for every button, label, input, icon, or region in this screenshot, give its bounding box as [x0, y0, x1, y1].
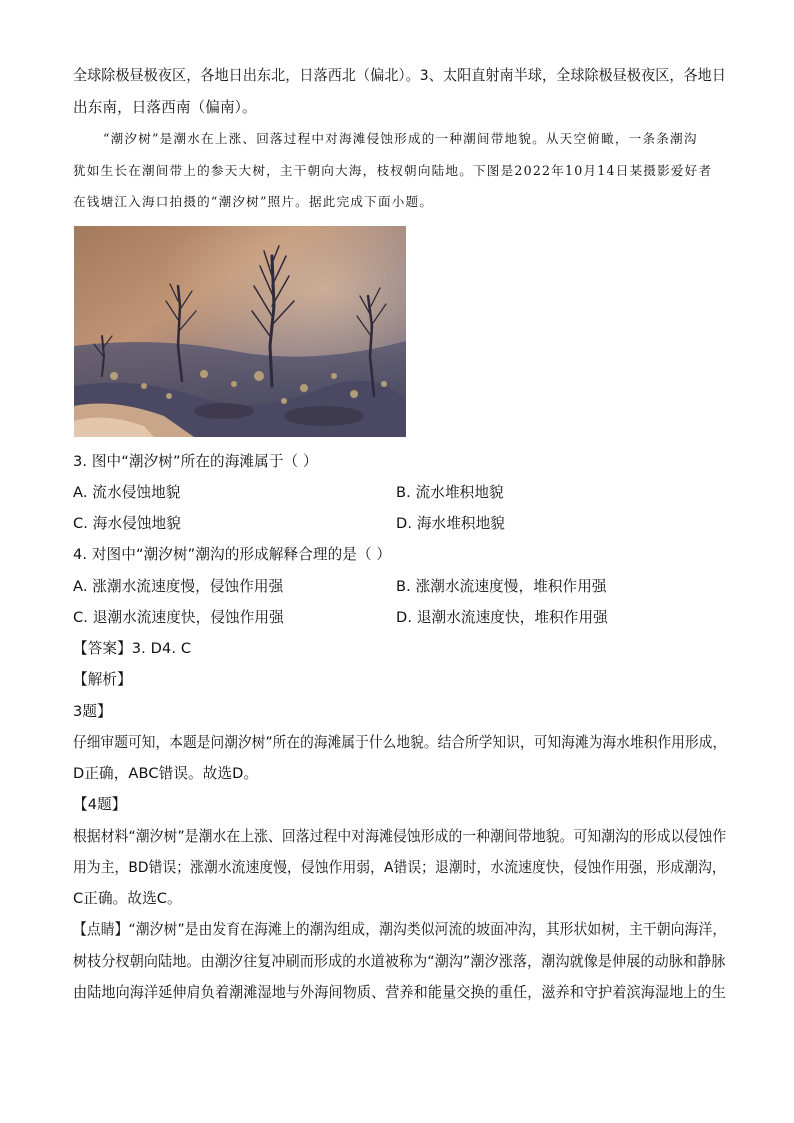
q4-analysis-line-2: 用为主，BD错误；涨潮水流速度慢，侵蚀作用弱，A错误；退潮时，水流速度快，侵蚀作用强，形成潮沟， — [73, 859, 726, 876]
question-4-option-a[interactable]: A. 涨潮水流速度慢，侵蚀作用强 — [73, 578, 284, 595]
question-3-option-b[interactable]: B. 流水堆积地貌 — [396, 484, 504, 501]
question-4-option-c[interactable]: C. 退潮水流速度快，侵蚀作用强 — [73, 609, 284, 626]
material-line-3: 在钱塘江入海口拍摄的“潮汐树”照片。据此完成下面小题。 — [73, 194, 434, 209]
tip-line-1: 【点睛】“潮汐树”是由发育在海滩上的潮沟组成，潮沟类似河流的坡面冲沟，其形状如树，主干朝向海洋， — [73, 921, 727, 938]
material-line-2: 犹如生长在潮间带上的参天大树，主干朝向大海，枝杈朝向陆地。下图是2022年10月14日某摄影爱好者 — [73, 163, 713, 178]
tidal-tree-photo — [74, 226, 406, 437]
question-4-option-d[interactable]: D. 退潮水流速度快，堆积作用强 — [396, 609, 608, 626]
analysis-header: 【解析】 — [73, 671, 132, 688]
tip-line-3: 由陆地向海洋延伸肩负着潮滩湿地与外海间物质、营养和能量交换的重任，滋养和守护着滨海湿地上的生 — [73, 984, 726, 1001]
q3-analysis-line-1: 仔细审题可知，本题是问潮汐树”所在的海滩属于什么地貌。结合所学知识，可知海滩为海水堆积作用形成， — [73, 734, 727, 751]
intro-line-2: 出东南，日落西南（偏南）。 — [73, 99, 257, 116]
q4-analysis-line-1: 根据材料“潮汐树”是潮水在上涨、回落过程中对海滩侵蚀形成的一种潮间带地貌。可知潮沟的形成以侵蚀作 — [73, 828, 727, 845]
question-4-option-b[interactable]: B. 涨潮水流速度慢，堆积作用强 — [396, 578, 607, 595]
q3-analysis-line-2: D正确，ABC错误。故选D。 — [73, 765, 259, 782]
question-3-option-d[interactable]: D. 海水堆积地貌 — [396, 515, 505, 532]
question-4-stem: 4. 对图中“潮汐树”潮沟的形成解释合理的是（ ） — [73, 546, 392, 563]
q4-label: 【4题】 — [73, 796, 127, 813]
question-3-option-a[interactable]: A. 流水侵蚀地貌 — [73, 484, 181, 501]
intro-line-1: 全球除极昼极夜区，各地日出东北，日落西北（偏北）。3、太阳直射南半球，全球除极昼极夜区，各地日 — [73, 67, 726, 84]
q4-analysis-line-3: C正确。故选C。 — [73, 890, 182, 907]
answer-line: 【答案】3. D4. C — [73, 640, 192, 657]
question-3-option-c[interactable]: C. 海水侵蚀地貌 — [73, 515, 181, 532]
question-3-stem: 3. 图中“潮汐树”所在的海滩属于（ ） — [73, 453, 318, 470]
q3-label: 3题】 — [73, 703, 112, 720]
tip-line-2: 树枝分杈朝向陆地。由潮汐往复冲刷而形成的水道被称为“潮沟”潮汐涨落，潮沟就像是伸展的动脉和静脉 — [73, 953, 726, 970]
tidal-tree-illustration — [74, 226, 406, 437]
material-line-1: “潮汐树”是潮水在上涨、回落过程中对海滩侵蚀形成的一种潮间带地貌。从天空俯瞰，一条条潮沟 — [103, 131, 698, 146]
